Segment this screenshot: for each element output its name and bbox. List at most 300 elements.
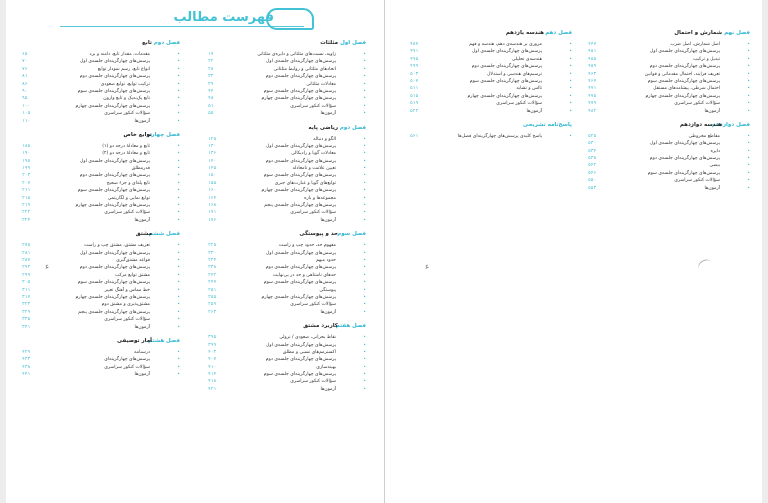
- toc-entry[interactable]: [22, 165, 180, 172]
- entry-text: آزمون‌ها: [704, 185, 720, 191]
- toc-entry[interactable]: [208, 371, 366, 378]
- entry-page-number: ۲۸: [208, 66, 214, 72]
- entry-page-number: ۷۰: [22, 59, 28, 65]
- entry-page-number: ۱۶۰: [208, 188, 217, 194]
- entry-bullet: •: [747, 133, 750, 139]
- entry-bullet: •: [569, 93, 572, 99]
- toc-section: [22, 132, 180, 224]
- entry-bullet: •: [747, 49, 750, 55]
- entry-text: مروری بر هندسه‌ی دهم، هندسه و فهم: [469, 42, 542, 47]
- toc-entry[interactable]: [588, 140, 750, 147]
- toc-entry[interactable]: [22, 143, 180, 150]
- toc-entry[interactable]: [588, 100, 750, 107]
- entry-page-number: ۴۰۳: [208, 349, 217, 355]
- toc-entry[interactable]: [588, 93, 750, 100]
- entry-text: قدرمطلق: [131, 166, 150, 172]
- entry-bullet: •: [177, 166, 180, 172]
- entry-bullet: •: [177, 210, 180, 216]
- toc-entry[interactable]: [208, 136, 366, 143]
- toc-entry[interactable]: [208, 334, 366, 341]
- toc-entry[interactable]: [208, 294, 366, 301]
- toc-entry[interactable]: [208, 103, 366, 110]
- entry-page-number: ۲۱۹: [22, 203, 31, 209]
- toc-entry[interactable]: [22, 324, 180, 331]
- section-heading: [208, 231, 366, 242]
- toc-entry[interactable]: [588, 170, 750, 177]
- entry-text: درسنامه: [134, 349, 150, 355]
- entry-bullet: •: [747, 185, 750, 191]
- toc-entry[interactable]: [22, 103, 180, 110]
- entry-bullet: •: [363, 243, 366, 249]
- entry-bullet: •: [177, 272, 180, 278]
- entry-bullet: •: [177, 357, 180, 363]
- toc-entry[interactable]: [208, 250, 366, 257]
- entry-bullet: •: [177, 372, 180, 378]
- entry-page-number: ۴۸۲: [588, 108, 597, 114]
- chapter-title: حد و پیوستگی: [299, 231, 338, 238]
- toc-entry[interactable]: [22, 51, 180, 58]
- entry-bullet: •: [363, 349, 366, 355]
- entry-text: دایره: [710, 148, 720, 154]
- entry-text: پرسش‌های چهارگزینه‌ای جلسه‌ی چهارم: [645, 93, 720, 99]
- entry-text: پرسش‌های چهارگزینه‌ای جلسه‌ی اول: [472, 49, 542, 55]
- entry-bullet: •: [177, 243, 180, 249]
- chapter-badge: فصل چهارم: [147, 131, 180, 138]
- entry-text: آزمون‌ها: [134, 324, 150, 330]
- toc-entry[interactable]: [588, 155, 750, 162]
- entry-bullet: •: [747, 71, 750, 77]
- entry-page-number: ۲۰۳: [22, 173, 31, 179]
- entry-text: تابع پله‌ای و جزء صحیح: [106, 180, 150, 186]
- entry-bullet: •: [569, 78, 572, 84]
- toc-section: [588, 122, 750, 192]
- entry-text: پرسش‌های چهارگزینه‌ای جلسه‌ی سوم: [469, 78, 542, 84]
- entry-bullet: •: [363, 52, 366, 57]
- entry-bullet: •: [363, 272, 366, 278]
- entry-bullet: •: [747, 178, 750, 184]
- entry-text: بیضی: [709, 163, 720, 169]
- entry-text: اصل شمارش، اصل ضرب: [670, 42, 720, 47]
- entry-text: آزمون‌ها: [704, 108, 720, 114]
- entry-text: آزمون‌ها: [526, 108, 542, 114]
- entry-text: ترسیم‌های هندسی و استدلال: [487, 71, 542, 77]
- toc-entry[interactable]: [208, 349, 366, 356]
- entry-page-number: ۴۹۵: [410, 56, 419, 62]
- entry-text: تابع و معادلهٔ درجه دو (۲): [102, 151, 150, 157]
- toc-entry[interactable]: [588, 63, 750, 70]
- toc-section: [22, 231, 180, 331]
- entry-text: پرسش‌های چهارگزینه‌ای جلسه‌ی اول: [266, 342, 336, 348]
- entry-bullet: •: [177, 364, 180, 370]
- margin-mark: ء: [45, 262, 50, 272]
- entry-bullet: •: [363, 143, 366, 149]
- entry-text: پرسش‌های چهارگزینه‌ای جلسه‌ی سوم: [263, 173, 336, 179]
- entry-page-number: ۳۲۹: [22, 309, 31, 315]
- toc-entry[interactable]: [208, 272, 366, 279]
- entry-page-number: ۲۸۷: [22, 257, 31, 263]
- toc-entry[interactable]: [22, 66, 180, 73]
- entry-text: پرسش‌های چهارگزینه‌ای جلسه‌ی پنجم: [78, 309, 150, 315]
- entry-bullet: •: [363, 280, 366, 286]
- toc-entry[interactable]: [208, 202, 366, 209]
- entry-page-number: ۳۹: [208, 81, 214, 87]
- toc-entry[interactable]: [208, 301, 366, 308]
- entry-text: پرسش‌های چهارگزینه‌ای جلسه‌ی سوم: [77, 188, 150, 194]
- entry-bullet: •: [363, 309, 366, 315]
- entry-page-number: ۸۱: [22, 74, 28, 80]
- toc-entry[interactable]: [22, 73, 180, 80]
- toc-entry[interactable]: [208, 88, 366, 95]
- entry-text: پرسش‌های چهارگزینه‌ای جلسه‌ی اول: [266, 59, 336, 65]
- entry-text: سؤالات کنکور سراسری: [104, 364, 150, 370]
- page-title: فهرست مطالب: [173, 10, 274, 25]
- toc-column-right: [588, 30, 750, 199]
- entry-bullet: •: [747, 163, 750, 169]
- toc-entry[interactable]: [208, 73, 366, 80]
- entry-page-number: ۲۱۵: [22, 195, 31, 201]
- entry-bullet: •: [363, 265, 366, 271]
- toc-entry[interactable]: [22, 356, 180, 363]
- entry-page-number: ۲۴۷: [208, 280, 217, 286]
- toc-entry[interactable]: [22, 242, 180, 249]
- toc-entry[interactable]: [410, 133, 572, 140]
- entry-bullet: •: [177, 188, 180, 194]
- entry-bullet: •: [177, 287, 180, 293]
- toc-entry[interactable]: [208, 172, 366, 179]
- toc-entry[interactable]: [208, 187, 366, 194]
- toc-entry[interactable]: [588, 133, 750, 140]
- entry-bullet: •: [747, 64, 750, 70]
- toc-entry[interactable]: [588, 108, 750, 115]
- entry-bullet: •: [747, 101, 750, 107]
- toc-entry[interactable]: [208, 386, 366, 393]
- entry-page-number: ۲۱۱: [22, 188, 31, 194]
- toc-entry[interactable]: [208, 143, 366, 150]
- toc-entry[interactable]: [588, 56, 750, 63]
- chapter-badge: فصل ششم: [148, 231, 180, 238]
- toc-entry[interactable]: [22, 195, 180, 202]
- entry-bullet: •: [177, 265, 180, 271]
- entry-text: خط مماس و آهنگ تغییر: [104, 287, 150, 293]
- entry-text: انواع تابع، رسم نمودار توابع: [97, 66, 150, 72]
- entry-text: پرسش‌های چهارگزینه‌ای جلسه‌ی دوم: [649, 156, 720, 162]
- entry-text: پرسش‌های چهارگزینه‌ای جلسه‌ی چهارم: [75, 294, 150, 300]
- entry-page-number: ۳۹۵: [208, 335, 217, 341]
- entry-text: پرسش‌های چهارگزینه‌ای جلسه‌ی سوم: [647, 78, 720, 84]
- toc-entry[interactable]: [208, 51, 366, 58]
- toc-entry[interactable]: [208, 217, 366, 224]
- entry-bullet: •: [569, 49, 572, 55]
- toc-section: [208, 323, 366, 393]
- entry-bullet: •: [363, 210, 366, 216]
- entry-bullet: •: [569, 42, 572, 47]
- entry-page-number: ۲۵۹: [208, 302, 217, 308]
- toc-entry[interactable]: [208, 257, 366, 264]
- toc-entry[interactable]: [410, 93, 572, 100]
- chapter-title: تابع: [142, 40, 152, 46]
- entry-page-number: ۵۴۲: [588, 163, 597, 169]
- entry-bullet: •: [363, 188, 366, 194]
- entry-bullet: •: [177, 118, 180, 124]
- entry-bullet: •: [177, 66, 180, 72]
- entry-text: آزمون‌ها: [320, 309, 336, 315]
- entry-page-number: ۱۸۵: [22, 143, 31, 149]
- toc-section: [410, 122, 572, 140]
- entry-page-number: ۶۵: [22, 52, 28, 57]
- toc-entry[interactable]: [588, 177, 750, 184]
- entry-text: پرسش‌های چهارگزینه‌ای جلسه‌ی دوم: [79, 173, 150, 179]
- toc-entry[interactable]: [208, 95, 366, 102]
- entry-bullet: •: [363, 335, 366, 341]
- chapter-title: هندسه دوازدهم: [679, 121, 722, 128]
- toc-header: [60, 6, 374, 28]
- toc-entry[interactable]: [22, 158, 180, 165]
- toc-entry[interactable]: [22, 110, 180, 117]
- entry-bullet: •: [569, 56, 572, 62]
- chapter-badge: فصل اول: [340, 40, 366, 46]
- entry-bullet: •: [177, 103, 180, 109]
- toc-section: [208, 40, 366, 118]
- toc-entry[interactable]: [588, 71, 750, 78]
- entry-page-number: ۴۳۸: [22, 364, 31, 370]
- entry-text: پرسش‌های چهارگزینه‌ای جلسه‌ی سوم: [77, 280, 150, 286]
- entry-text: حدهای نامتناهی و حد در بی‌نهایت: [273, 272, 336, 278]
- entry-bullet: •: [363, 59, 366, 65]
- entry-text: پرسش‌های چهارگزینه‌ای جلسه‌ی چهارم: [75, 103, 150, 109]
- entry-page-number: ۱۹۹: [22, 166, 31, 172]
- entry-page-number: ۴۱۴: [208, 372, 217, 378]
- toc-entry[interactable]: [208, 209, 366, 216]
- entry-text: اتحادهای مثلثاتی و روابط مثلثاتی: [273, 66, 336, 72]
- toc-section: [22, 40, 180, 125]
- chapter-title: مشتق: [135, 231, 152, 238]
- entry-page-number: ۴۸: [208, 96, 214, 102]
- entry-bullet: •: [363, 372, 366, 378]
- toc-entry[interactable]: [22, 172, 180, 179]
- entry-bullet: •: [177, 180, 180, 186]
- toc-entry[interactable]: [208, 195, 366, 202]
- section-heading: [588, 122, 750, 133]
- entry-page-number: ۲۳۸: [208, 265, 217, 271]
- entry-page-number: ۵۵۰: [588, 178, 597, 184]
- entry-bullet: •: [177, 143, 180, 149]
- toc-entry[interactable]: [208, 58, 366, 65]
- entry-text: بهینه‌سازی: [316, 364, 336, 370]
- toc-entry[interactable]: [22, 58, 180, 65]
- entry-page-number: ۲۲۵: [208, 243, 217, 249]
- toc-entry[interactable]: [208, 309, 366, 316]
- chapter-title: کاربرد مشتق: [303, 323, 338, 330]
- toc-entry[interactable]: [22, 279, 180, 286]
- entry-page-number: ۱۴۰: [208, 158, 217, 164]
- entry-bullet: •: [747, 56, 750, 62]
- entry-page-number: ۱۰۵: [22, 111, 31, 117]
- entry-text: پرسش‌های چهارگزینه‌ای جلسه‌ی دوم: [79, 265, 150, 271]
- toc-entry[interactable]: [208, 180, 366, 187]
- entry-bullet: •: [177, 74, 180, 80]
- entry-text: پیوستگی: [319, 287, 336, 293]
- entry-bullet: •: [177, 309, 180, 315]
- entry-bullet: •: [177, 88, 180, 94]
- toc-entry[interactable]: [410, 56, 572, 63]
- toc-entry[interactable]: [410, 85, 572, 92]
- entry-page-number: ۵۵: [208, 111, 214, 117]
- entry-bullet: •: [363, 74, 366, 80]
- entry-bullet: •: [177, 302, 180, 308]
- toc-entry[interactable]: [22, 150, 180, 157]
- entry-bullet: •: [363, 203, 366, 209]
- toc-entry[interactable]: [22, 309, 180, 316]
- entry-page-number: ۵۱۵: [410, 93, 419, 99]
- toc-entry[interactable]: [22, 364, 180, 371]
- entry-page-number: ۵۲۵: [588, 133, 597, 139]
- entry-page-number: ۵۶۱: [410, 133, 419, 139]
- entry-bullet: •: [177, 203, 180, 209]
- entry-page-number: ۴۴۷: [588, 42, 597, 47]
- toc-entry[interactable]: [208, 356, 366, 363]
- page-edge: [0, 0, 6, 503]
- toc-entry[interactable]: [410, 63, 572, 70]
- toc-entry[interactable]: [208, 150, 366, 157]
- entry-bullet: •: [363, 250, 366, 256]
- toc-entry[interactable]: [588, 78, 750, 85]
- entry-bullet: •: [569, 86, 572, 92]
- page-edge: [762, 0, 768, 503]
- toc-entry[interactable]: [22, 301, 180, 308]
- toc-entry[interactable]: [208, 342, 366, 349]
- toc-entry[interactable]: [22, 316, 180, 323]
- toc-entry[interactable]: [22, 180, 180, 187]
- toc-entry[interactable]: [410, 41, 572, 48]
- toc-entry[interactable]: [208, 287, 366, 294]
- toc-entry[interactable]: [22, 202, 180, 209]
- entry-text: تعریف مشتق، مشتق چپ و راست: [84, 243, 150, 249]
- entry-page-number: ۲۷۵: [22, 243, 31, 249]
- toc-entry[interactable]: [22, 81, 180, 88]
- toc-entry[interactable]: [22, 272, 180, 279]
- toc-entry[interactable]: [208, 242, 366, 249]
- entry-bullet: •: [747, 42, 750, 47]
- toc-entry[interactable]: [22, 371, 180, 378]
- entry-text: مشتق‌پذیری و مشتق دوم: [101, 302, 150, 308]
- entry-bullet: •: [569, 101, 572, 107]
- entry-bullet: •: [363, 195, 366, 201]
- entry-text: الگو و دنباله: [313, 136, 336, 142]
- toc-entry[interactable]: [22, 95, 180, 102]
- toc-entry[interactable]: [22, 217, 180, 224]
- toc-entry[interactable]: [410, 78, 572, 85]
- entry-page-number: ۱۴۵: [208, 166, 217, 172]
- entry-text: تعریف فرایند، احتمال مقدماتی و قوانین: [644, 71, 720, 77]
- toc-entry[interactable]: [208, 264, 366, 271]
- toc-entry[interactable]: [410, 71, 572, 78]
- toc-entry[interactable]: [22, 209, 180, 216]
- chapter-title: توابع خاص: [123, 131, 152, 138]
- entry-page-number: ۴۹۱: [410, 49, 419, 55]
- toc-entry[interactable]: [410, 108, 572, 115]
- toc-entry[interactable]: [22, 294, 180, 301]
- toc-entry[interactable]: [22, 287, 180, 294]
- toc-entry[interactable]: [588, 162, 750, 169]
- entry-bullet: •: [363, 96, 366, 102]
- entry-page-number: ۴۷۹: [588, 101, 597, 107]
- entry-page-number: ۲۵۵: [208, 294, 217, 300]
- toc-entry[interactable]: [410, 100, 572, 107]
- entry-page-number: ۱۵۰: [208, 173, 217, 179]
- entry-bullet: •: [363, 302, 366, 308]
- entry-page-number: ۳۳۵: [22, 317, 31, 323]
- toc-section: [22, 338, 180, 379]
- entry-page-number: ۵۵۳: [588, 185, 597, 191]
- toc-entry[interactable]: [208, 81, 366, 88]
- entry-text: آزمون‌ها: [320, 386, 336, 392]
- entry-bullet: •: [363, 66, 366, 72]
- toc-entry[interactable]: [588, 41, 750, 48]
- entry-page-number: ۱۹۵: [22, 158, 31, 164]
- entry-text: پرسش‌های چهارگزینه‌ای جلسه‌ی سوم: [263, 372, 336, 378]
- entry-bullet: •: [177, 217, 180, 223]
- toc-entry[interactable]: [208, 158, 366, 165]
- entry-text: پرسش‌های چهارگزینه‌ای جلسه‌ی دوم: [265, 265, 336, 271]
- entry-bullet: •: [177, 324, 180, 330]
- entry-text: آزمون‌ها: [134, 372, 150, 378]
- toc-column-left: [410, 30, 572, 147]
- chapter-badge: فصل نهم: [724, 30, 750, 36]
- section-heading: [22, 132, 180, 143]
- entry-page-number: ۱۰۰: [22, 103, 31, 109]
- toc-entry[interactable]: [22, 187, 180, 194]
- entry-page-number: ۵۱۱: [410, 86, 419, 92]
- entry-bullet: •: [363, 88, 366, 94]
- section-heading: [22, 231, 180, 242]
- entry-text: مقاطع مخروطی: [688, 133, 720, 139]
- entry-text: پرسش‌های چهارگزینه‌ای جلسه‌ی اول: [650, 49, 720, 55]
- toc-entry[interactable]: [208, 165, 366, 172]
- entry-page-number: ۱۱۰: [22, 118, 31, 124]
- toc-entry[interactable]: [208, 66, 366, 73]
- entry-bullet: •: [177, 111, 180, 117]
- toc-entry[interactable]: [22, 250, 180, 257]
- toc-entry[interactable]: [588, 85, 750, 92]
- toc-entry[interactable]: [410, 48, 572, 55]
- toc-entry[interactable]: [588, 148, 750, 155]
- toc-entry[interactable]: [22, 118, 180, 125]
- entry-page-number: ۵۱: [208, 103, 214, 109]
- chapter-badge: فصل دهم: [545, 30, 572, 36]
- section-heading: [208, 125, 366, 136]
- entry-text: توابع‌های گویا و عبارت‌های جبری: [274, 180, 336, 186]
- entry-page-number: ۵۱۹: [410, 101, 419, 107]
- toc-entry[interactable]: [22, 349, 180, 356]
- chapter-title: آمار توصیفی: [116, 337, 152, 344]
- entry-text: پاسخ کلیدی پرسش‌های چهارگزینه‌ای فصل‌ها: [457, 133, 542, 139]
- toc-entry[interactable]: [208, 364, 366, 371]
- entry-page-number: ۲۲۲: [22, 210, 31, 216]
- toc-entry[interactable]: [588, 185, 750, 192]
- entry-bullet: •: [747, 141, 750, 147]
- toc-section: [208, 125, 366, 225]
- entry-page-number: ۸۶: [22, 81, 28, 87]
- toc-entry[interactable]: [208, 279, 366, 286]
- entry-page-number: ۱۷۶: [208, 217, 217, 223]
- toc-entry[interactable]: [208, 110, 366, 117]
- entry-text: ترکیب توابع، توابع صعودی: [100, 81, 150, 87]
- entry-text: تالس و تشابه: [516, 86, 542, 92]
- toc-entry[interactable]: [22, 88, 180, 95]
- toc-entry[interactable]: [588, 48, 750, 55]
- toc-entry[interactable]: [208, 378, 366, 385]
- entry-text: آزمون‌ها: [320, 111, 336, 117]
